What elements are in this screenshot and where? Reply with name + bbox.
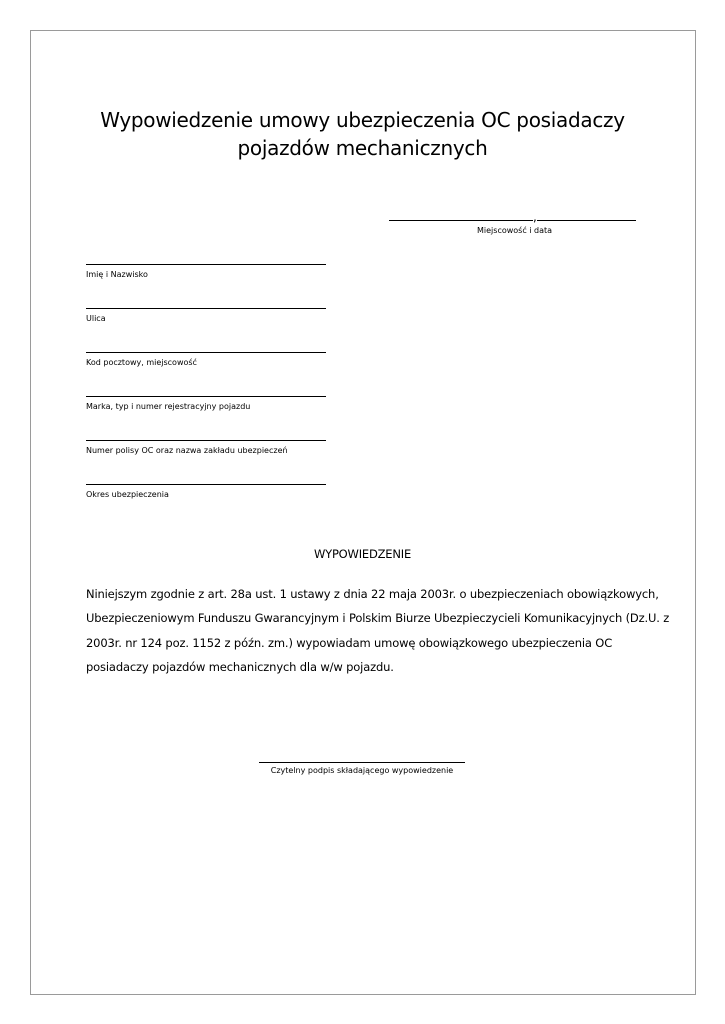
field-line-period (86, 484, 326, 485)
field-label-name: Imię i Nazwisko (86, 270, 148, 279)
title-line-1: Wypowiedzenie umowy ubezpieczenia OC posiadaczy (100, 108, 625, 132)
body-line: posiadaczy pojazdów mechanicznych dla w/w pojazdu. (86, 659, 394, 674)
field-label-policy: Numer polisy OC oraz nazwa zakładu ubezpieczeń (86, 446, 288, 455)
field-label-vehicle: Marka, typ i numer rejestracyjny pojazdu (86, 402, 251, 411)
field-label-street: Ulica (86, 314, 106, 323)
field-line-policy (86, 440, 326, 441)
field-line-postal (86, 352, 326, 353)
field-line-vehicle (86, 396, 326, 397)
signature-label: Czytelny podpis składającego wypowiedzenie (270, 766, 454, 775)
body-line: Ubezpieczeniowym Funduszu Gwarancyjnym i Polskim Biurze Ubezpieczycieli Komunikacyjnych (Dz.U. z (86, 611, 670, 626)
document-title (0, 106, 725, 162)
body-line: Niniejszym zgodnie z art. 28a ust. 1 ustawy z dnia 22 maja 2003r. o ubezpieczeniach obowiązkowych, (86, 587, 659, 601)
body-paragraph (86, 582, 670, 679)
date-line (537, 220, 636, 221)
field-label-period: Okres ubezpieczenia (86, 490, 169, 499)
body-line: 2003r. nr 124 poz. 1152 z późn. zm.) wypowiadam umowę obowiązkowego ubezpieczenia OC (86, 635, 613, 650)
field-label-postal: Kod pocztowy, miejscowość (86, 358, 197, 367)
title-line-2: pojazdów mechanicznych (237, 136, 488, 160)
section-heading: WYPOWIEDZENIE (313, 547, 412, 561)
field-line-name (86, 264, 326, 265)
document-page (30, 30, 696, 995)
signature-line (259, 762, 465, 763)
date-separator: , (533, 210, 537, 224)
field-line-street (86, 308, 326, 309)
place-date-label: Miejscowość i data (477, 226, 553, 235)
place-line (389, 220, 533, 221)
